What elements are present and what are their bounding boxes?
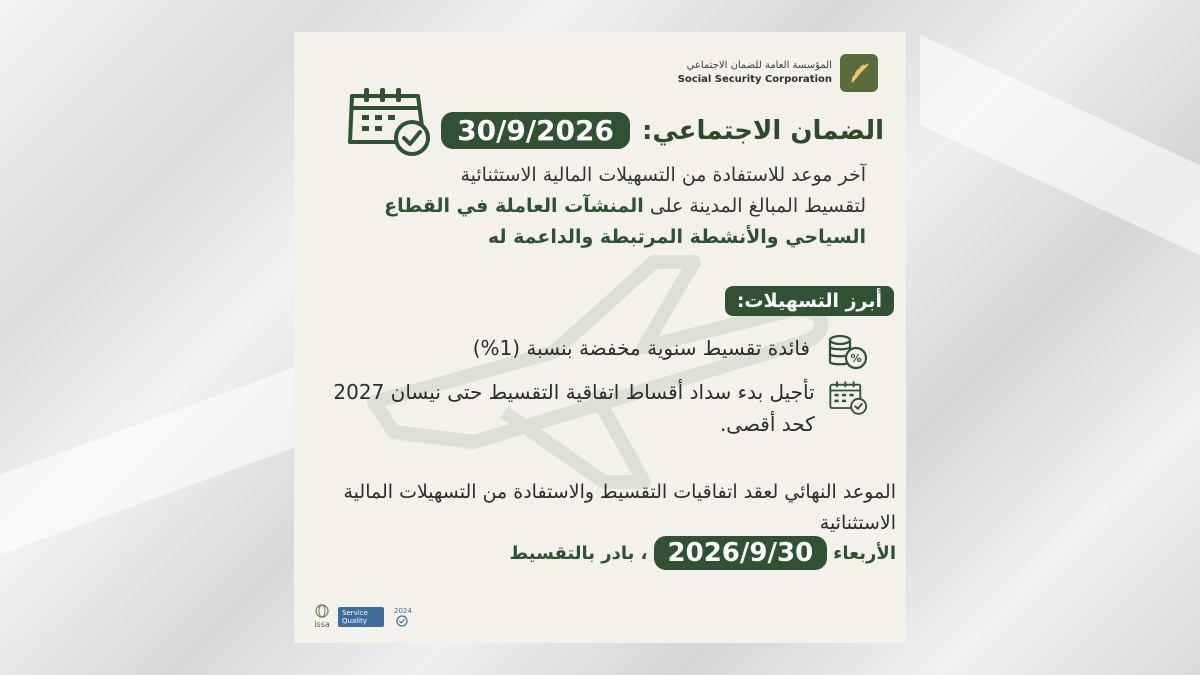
coins-percent-icon xyxy=(822,332,870,372)
call-to-action: ، بادر بالتقسيط xyxy=(509,542,648,564)
badge-year: 2024 xyxy=(394,606,412,615)
globe-icon xyxy=(314,604,330,618)
check-badge-icon xyxy=(396,615,408,627)
intro-paragraph xyxy=(346,160,866,253)
airplane-watermark-icon xyxy=(354,242,834,502)
service-quality-badge: Service Quality xyxy=(338,607,384,627)
feature-text: فائدة تقسيط سنوية مخفضة بنسبة (1%) xyxy=(472,336,810,360)
final-date-badge: 2026/9/30 xyxy=(654,536,828,570)
wheat-logo-icon xyxy=(840,54,878,92)
final-date-row xyxy=(510,536,896,570)
org-logo xyxy=(678,54,878,92)
certification-badges xyxy=(314,604,412,629)
service-quality-year xyxy=(392,607,412,627)
issa-label: issa xyxy=(314,620,330,629)
announcement-card xyxy=(294,32,906,643)
feature-text: تأجيل بدء سداد أقساط اتفاقية التقسيط حتى نيسان 2027 كحد أقصى. xyxy=(333,380,815,436)
intro-line-2 xyxy=(346,191,866,222)
intro-line-2-highlight: المنشآت العاملة في القطاع xyxy=(384,195,644,217)
svg-text:%: % xyxy=(850,352,862,365)
issa-logo xyxy=(314,604,330,629)
deadline-date-badge: 30/9/2026 xyxy=(441,112,630,149)
intro-line-1: آخر موعد للاستفادة من التسهيلات المالية الاستثنائية xyxy=(460,164,866,186)
feature-item xyxy=(330,376,870,440)
org-name-ar: المؤسسة العامة للضمان الاجتماعي xyxy=(686,60,832,71)
feature-item xyxy=(473,332,870,372)
section-title: أبرز التسهيلات: xyxy=(725,286,894,316)
intro-line-2-prefix: لتقسيط المبالغ المدينة على xyxy=(643,195,866,217)
title-row xyxy=(441,112,884,149)
calendar-check-icon xyxy=(827,376,870,420)
final-deadline-text: الموعد النهائي لعقد اتفاقيات التقسيط والاستفادة من التسهيلات المالية الاستثنائية xyxy=(343,481,896,534)
calendar-check-icon xyxy=(342,80,438,160)
title-label: الضمان الاجتماعي: xyxy=(641,115,884,146)
org-name-en: Social Security Corporation xyxy=(677,74,832,85)
final-day: الأربعاء xyxy=(833,542,896,564)
intro-line-3: السياحي والأنشطة المرتبطة والداعمة له xyxy=(487,226,866,248)
